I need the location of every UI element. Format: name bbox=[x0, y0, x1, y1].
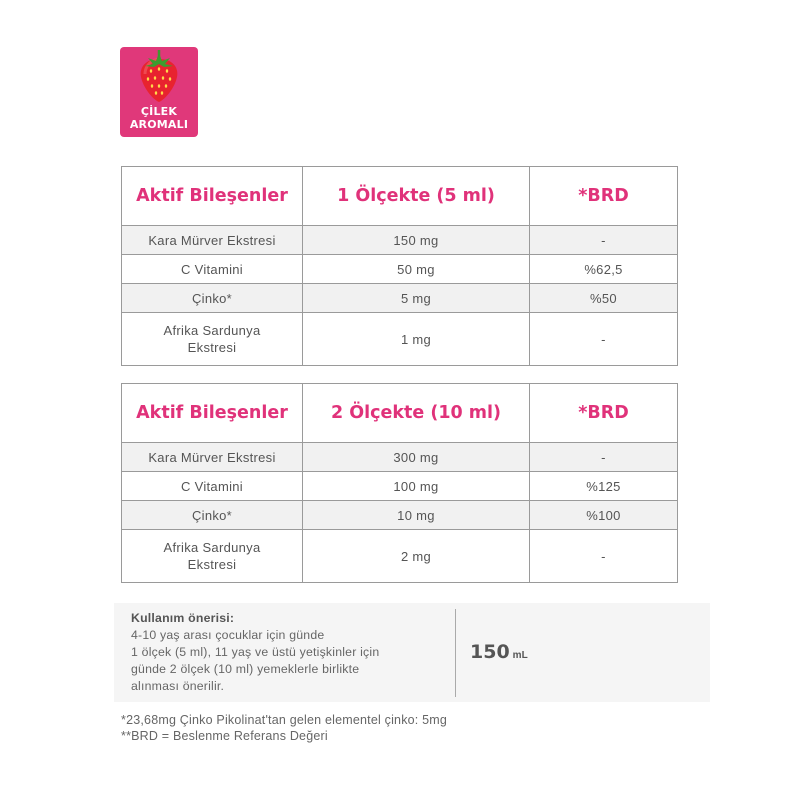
usage-box bbox=[114, 603, 710, 702]
ingredient-name: C Vitamini bbox=[122, 472, 303, 501]
table-row bbox=[122, 530, 678, 583]
table-header-row bbox=[122, 167, 678, 226]
ingredient-name: Çinko* bbox=[122, 501, 303, 530]
ingredient-brd: %50 bbox=[530, 284, 678, 313]
badge-line-1: ÇİLEK bbox=[140, 105, 178, 118]
footnotes bbox=[121, 712, 447, 744]
footnote: **BRD = Beslenme Referans Değeri bbox=[121, 729, 328, 743]
table-row bbox=[122, 443, 678, 472]
flavor-badge bbox=[120, 47, 198, 137]
ingredient-brd: - bbox=[530, 443, 678, 472]
ingredient-name-line-1: Afrika Sardunya bbox=[163, 540, 261, 555]
volume-number: 150 bbox=[470, 641, 510, 663]
ingredients-table-1 bbox=[121, 166, 678, 366]
usage-line: 1 ölçek (5 ml), 11 yaş ve üstü yetişkinler için bbox=[131, 645, 380, 659]
volume-label bbox=[470, 641, 528, 663]
ingredient-brd: - bbox=[530, 226, 678, 255]
ingredient-amount: 2 mg bbox=[303, 530, 530, 583]
header-brd: *BRD bbox=[530, 384, 678, 443]
table-row bbox=[122, 501, 678, 530]
table-row bbox=[122, 472, 678, 501]
ingredient-brd: %100 bbox=[530, 501, 678, 530]
ingredient-brd: - bbox=[530, 313, 678, 366]
ingredient-brd: %62,5 bbox=[530, 255, 678, 284]
footnote: *23,68mg Çinko Pikolinat'tan gelen elementel çinko: 5mg bbox=[121, 713, 448, 727]
header-brd: *BRD bbox=[530, 167, 678, 226]
ingredient-name-line-2: Ekstresi bbox=[187, 557, 237, 572]
badge-line-2: AROMALI bbox=[129, 118, 189, 131]
ingredient-name bbox=[122, 530, 303, 583]
ingredient-name bbox=[122, 313, 303, 366]
header-ingredients: Aktif Bileşenler bbox=[122, 167, 303, 226]
ingredient-amount: 10 mg bbox=[303, 501, 530, 530]
usage-line: 4-10 yaş arası çocuklar için günde bbox=[131, 628, 325, 642]
ingredient-amount: 150 mg bbox=[303, 226, 530, 255]
usage-line: alınması önerilir. bbox=[131, 679, 225, 693]
volume-unit: mL bbox=[512, 650, 528, 661]
ingredient-name-line-1: Afrika Sardunya bbox=[163, 323, 261, 338]
ingredient-amount: 300 mg bbox=[303, 443, 530, 472]
ingredient-name: Kara Mürver Ekstresi bbox=[122, 443, 303, 472]
strawberry-icon bbox=[134, 49, 184, 105]
usage-title: Kullanım önerisi: bbox=[131, 611, 235, 625]
header-dose: 2 Ölçekte (10 ml) bbox=[303, 384, 530, 443]
ingredient-brd: %125 bbox=[530, 472, 678, 501]
table-row bbox=[122, 226, 678, 255]
table-header-row bbox=[122, 384, 678, 443]
ingredient-brd: - bbox=[530, 530, 678, 583]
ingredients-table-2 bbox=[121, 383, 678, 583]
header-ingredients: Aktif Bileşenler bbox=[122, 384, 303, 443]
table-row bbox=[122, 255, 678, 284]
ingredient-name: C Vitamini bbox=[122, 255, 303, 284]
ingredient-name-line-2: Ekstresi bbox=[187, 340, 237, 355]
table-row bbox=[122, 284, 678, 313]
ingredient-amount: 100 mg bbox=[303, 472, 530, 501]
ingredient-amount: 50 mg bbox=[303, 255, 530, 284]
ingredient-amount: 5 mg bbox=[303, 284, 530, 313]
usage-line: günde 2 ölçek (10 ml) yemeklerle birlikte bbox=[131, 662, 360, 676]
ingredient-amount: 1 mg bbox=[303, 313, 530, 366]
header-dose: 1 Ölçekte (5 ml) bbox=[303, 167, 530, 226]
ingredient-name: Kara Mürver Ekstresi bbox=[122, 226, 303, 255]
ingredient-name: Çinko* bbox=[122, 284, 303, 313]
table-row bbox=[122, 313, 678, 366]
divider bbox=[455, 609, 456, 697]
usage-text bbox=[131, 610, 451, 695]
